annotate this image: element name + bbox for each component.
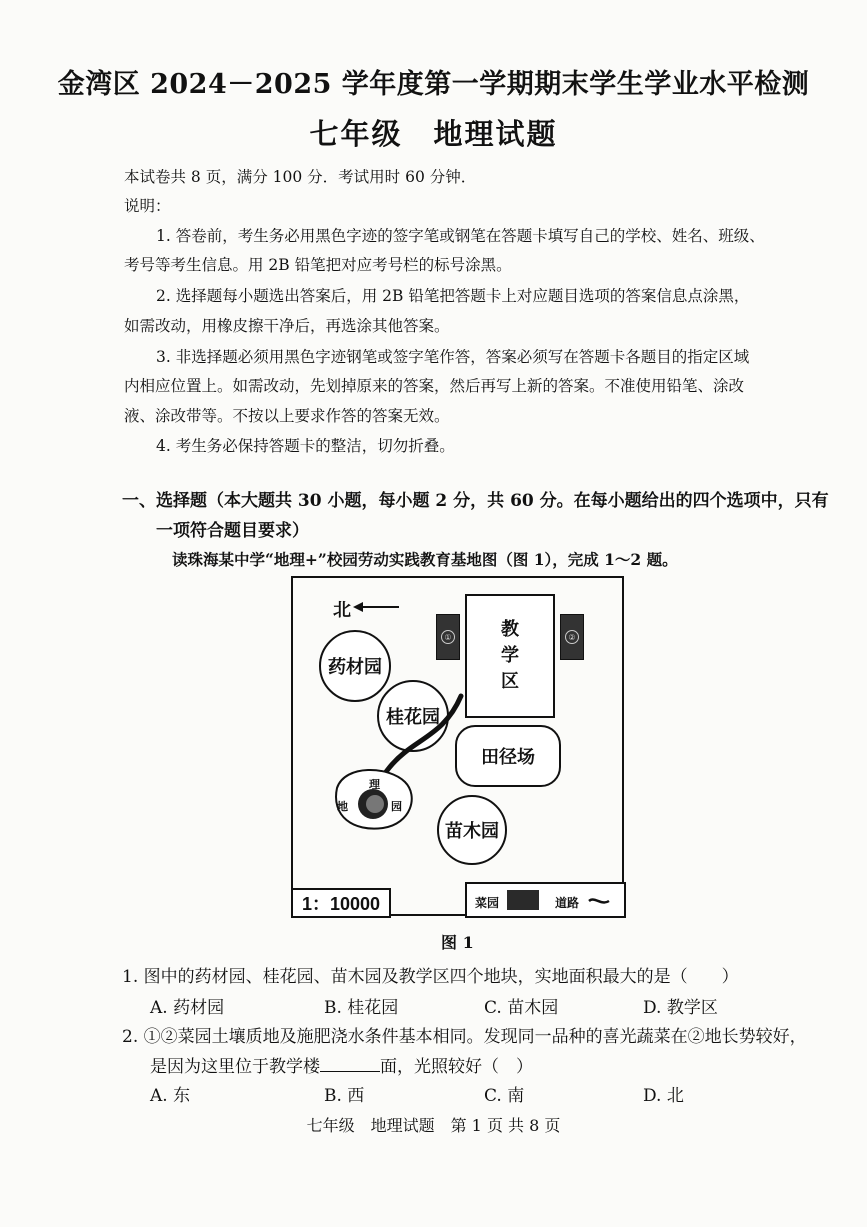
geo-garden-label: 园 — [391, 800, 402, 813]
answer-blank[interactable] — [320, 1054, 380, 1072]
legend-vegetable-swatch — [507, 890, 539, 910]
note-line: 4. 考生务必保持答题卡的整洁，切勿折叠。 — [156, 437, 455, 455]
question-2-stem-line2: 是因为这里位于教学楼 面，光照较好（ ） — [150, 1052, 533, 1077]
page-footer: 七年级 地理试题 第 1 页 共 8 页 — [306, 1116, 561, 1135]
question-stem: 图中的药材园、桂花园、苗木园及教学区四个地块，实地面积最大的是（ ） — [143, 967, 739, 987]
track-field: 田径场 — [455, 725, 561, 787]
geo-garden-label: 理 — [369, 778, 380, 791]
nursery-garden: 苗木园 — [437, 795, 507, 865]
question-number: 2. — [122, 1027, 139, 1047]
teaching-area-label: 区 — [501, 671, 519, 692]
question-2-option-b[interactable]: B. 西 — [324, 1086, 365, 1106]
question-2-option-d[interactable]: D. 北 — [643, 1086, 684, 1106]
exam-summary: 本试卷共 8 页，满分 100 分．考试用时 60 分钟． — [124, 168, 477, 186]
note-line: 液、涂改带等。不按以上要求作答的答案无效。 — [124, 407, 450, 425]
question-1-option-c[interactable]: C. 苗木园 — [484, 998, 559, 1018]
note-line: 3. 非选择题必须用黑色字迹钢笔或签字笔作答，答案必须写在答题卡各题目的指定区域 — [156, 348, 750, 366]
map-scale: 1：10000 — [291, 888, 391, 918]
osmanthus-garden: 桂花园 — [377, 680, 449, 752]
question-number: 1. — [122, 967, 139, 987]
question-1-option-b[interactable]: B. 桂花园 — [324, 998, 399, 1018]
vegetable-plot-2: ② — [560, 614, 584, 660]
note-line: 如需改动，用橡皮擦干净后，再选涂其他答案。 — [124, 317, 450, 335]
question-1 — [122, 962, 739, 987]
question-1-option-d[interactable]: D. 教学区 — [643, 998, 718, 1018]
note-line: 内相应位置上。如需改动，先划掉原来的答案，然后再写上新的答案。不准使用铅笔、涂改 — [124, 377, 745, 395]
north-label: 北 — [333, 600, 351, 621]
exam-subtitle: 七年级 地理试题 — [309, 117, 558, 151]
geo-garden-label: 地 — [337, 800, 348, 813]
question-2-option-c[interactable]: C. 南 — [484, 1086, 525, 1106]
note-line: 考号等考生信息。用 2B 铅笔把对应考号栏的标号涂黑。 — [124, 256, 512, 274]
note-line: 2. 选择题每小题选出答案后，用 2B 铅笔把答题卡上对应题目选项的答案信息点涂黑， — [156, 287, 750, 305]
question-stem: ①②菜园土壤质地及施肥浇水条件基本相同。发现同一品种的喜光蔬菜在②地长势较好， — [143, 1027, 807, 1047]
teaching-area-label: 教 — [501, 619, 519, 640]
legend-road-icon — [587, 896, 611, 906]
reading-instruction: 读珠海某中学“地理+”校园劳动实践教育基地图（图 1），完成 1～2 题。 — [172, 550, 678, 569]
section-heading: 一、选择题（本大题共 30 小题，每小题 2 分，共 60 分。在每小题给出的四个选项中，只有 — [122, 491, 829, 511]
notes-label: 说明： — [124, 197, 171, 215]
question-1-option-a[interactable]: A. 药材园 — [150, 998, 225, 1018]
legend-road-label: 道路 — [555, 896, 580, 910]
teaching-area-label: 学 — [501, 645, 519, 666]
question-2-option-a[interactable]: A. 东 — [150, 1086, 191, 1106]
note-line: 1. 答卷前，考生务必用黑色字迹的签字笔或钢笔在答题卡填写自己的学校、姓名、班级、 — [156, 227, 765, 245]
section-heading: 一项符合题目要求） — [156, 521, 309, 541]
legend-vegetable-label: 菜园 — [475, 896, 500, 910]
question-2 — [122, 1022, 807, 1047]
campus-map — [291, 576, 624, 916]
map-legend — [465, 882, 626, 918]
medicine-garden: 药材园 — [319, 630, 391, 702]
vegetable-plot-1: ① — [436, 614, 460, 660]
road-path — [293, 578, 626, 918]
exam-title: 金湾区 2024－2025 学年度第一学期期末学生学业水平检测 — [57, 69, 810, 100]
figure-caption: 图 1 — [441, 933, 474, 952]
